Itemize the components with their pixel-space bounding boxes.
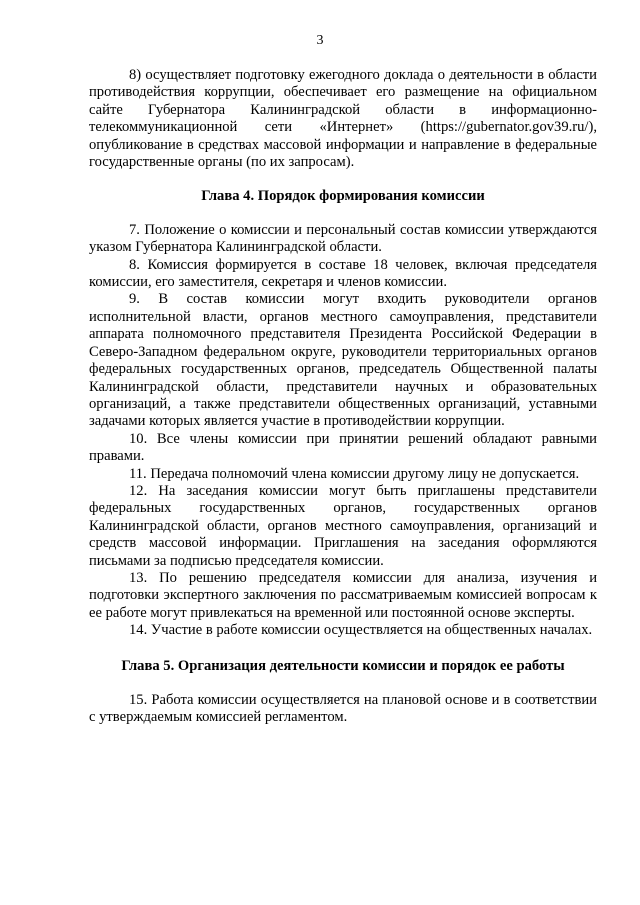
document-body: [89, 67, 597, 727]
chapter-5-heading: Глава 5. Организация деятельности комиссии и порядок ее работы: [121, 657, 565, 674]
paragraph-7: 7. Положение о комиссии и персональный состав комиссии утверждаются указом Губернатора Калининградской области.: [89, 221, 597, 256]
paragraph-13: 13. По решению председателя комиссии для анализа, изучения и подготовки экспертного заключения по рассматриваемым комиссией вопросам к ее работе могут привлекаться на временной или постоянной основе эксперты.: [89, 569, 597, 621]
paragraph-9: 9. В состав комиссии могут входить руководители органов исполнительной власти, органов местного самоуправления, представители аппарата полномочного представителя Президента Российской Федерации в Северо-Западном федеральном округе, руководители территориальных органов федеральных государственных органов, председатель Общественной палаты Калининградской области, представители научных и образовательных организаций, а также представители общественных организаций, уставными задачами которых является участие в противодействии коррупции.: [89, 291, 597, 430]
paragraph-8: 8) осуществляет подготовку ежегодного доклада о деятельности в области противодействия коррупции, обеспечивает его размещение на официальном сайте Губернатора Калининградской области в информационно-телекоммуникационной сети «Интернет» (https://gubernator.gov39.ru/), опубликование в средствах массовой информации и направление в федеральные государственные органы (по их запросам).: [89, 67, 597, 171]
paragraph-11: 11. Передача полномочий члена комиссии другому лицу не допускается.: [129, 465, 580, 482]
paragraph-8-ch4: 8. Комиссия формируется в составе 18 человек, включая председателя комиссии, его заместителя, секретаря и членов комиссии.: [89, 256, 597, 291]
paragraph-10: 10. Все члены комиссии при принятии решений обладают равными правами.: [89, 430, 597, 465]
paragraph-14: 14. Участие в работе комиссии осуществляется на общественных началах.: [129, 622, 593, 639]
page-number: 3: [316, 33, 324, 48]
chapter-4-heading: Глава 4. Порядок формирования комиссии: [201, 188, 485, 205]
paragraph-12: 12. На заседания комиссии могут быть приглашены представители федеральных государственных органов, государственных органов Калининградской области, органов местного самоуправления, организаций и средств массовой информации. Приглашения на заседания оформляются письмами за подписью председателя комиссии.: [89, 482, 597, 569]
paragraph-15: 15. Работа комиссии осуществляется на плановой основе и в соответствии с утверждаемым комиссией регламентом.: [89, 692, 597, 726]
